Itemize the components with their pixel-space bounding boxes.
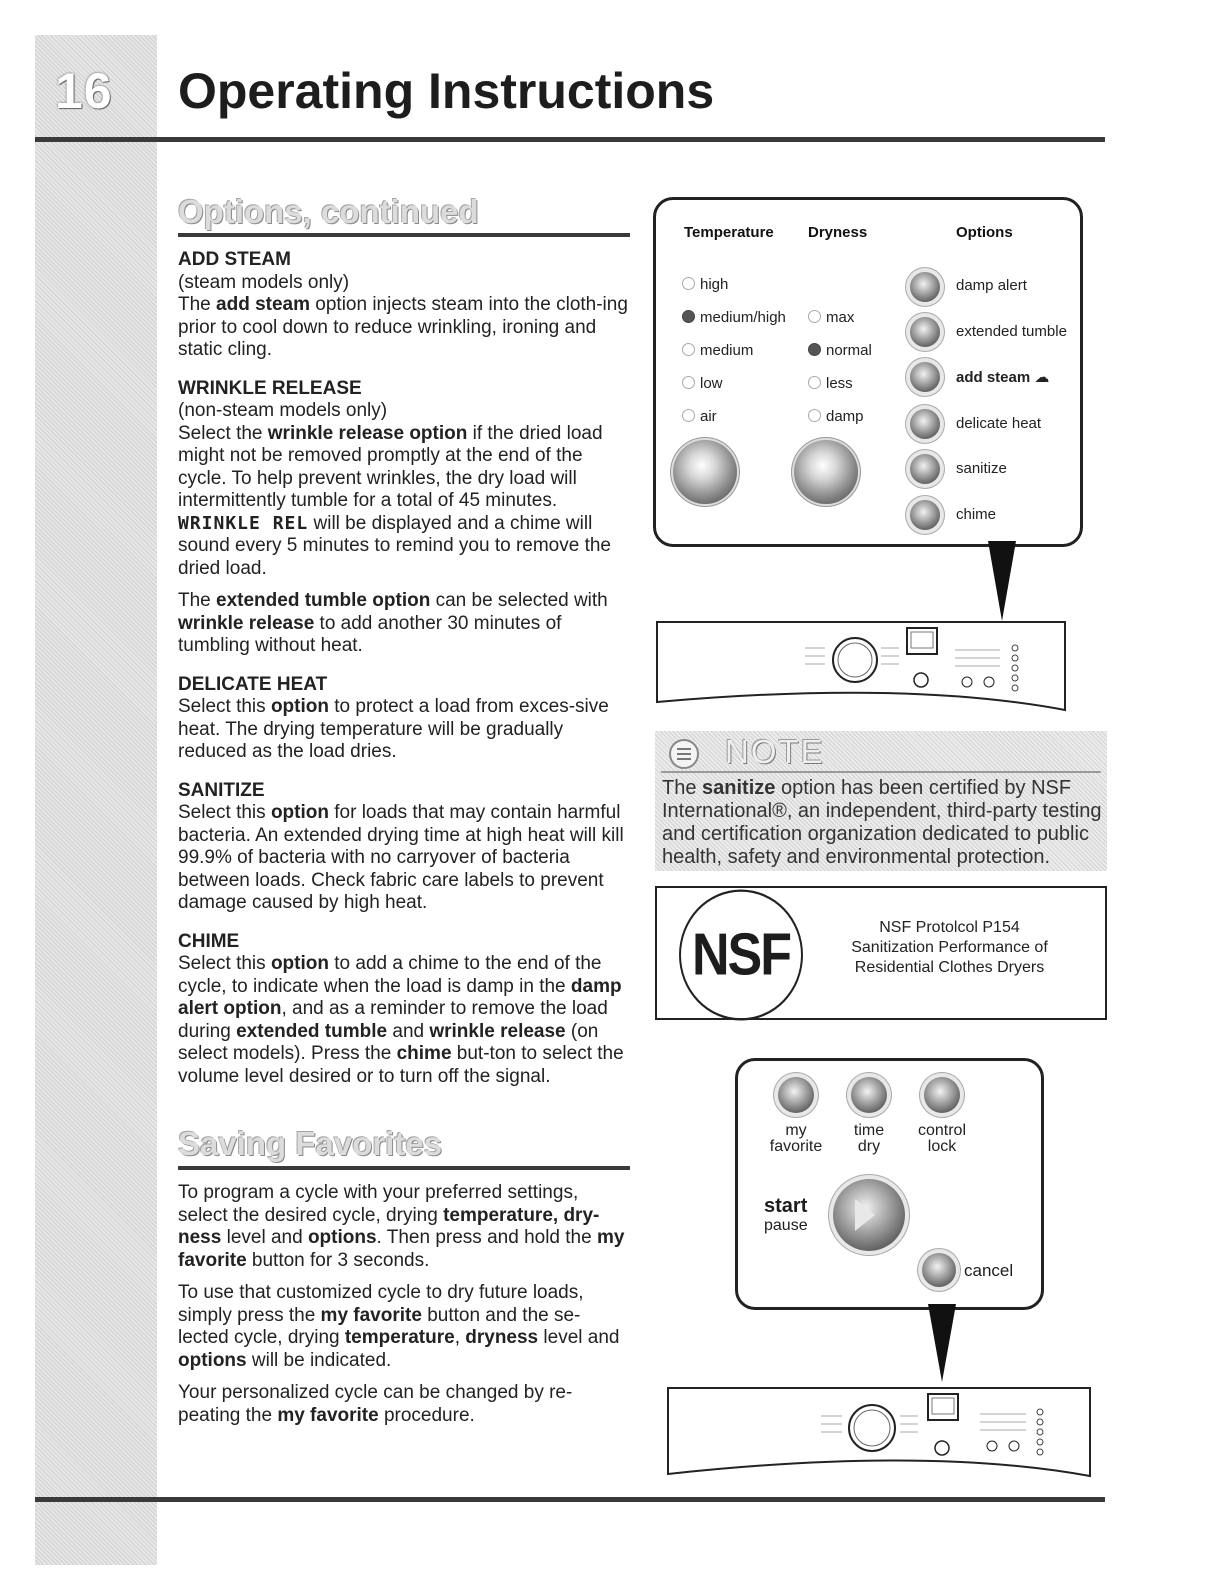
note-title: NOTE	[725, 733, 825, 770]
radio-selected-icon	[808, 343, 821, 356]
chime-title: CHIME	[178, 930, 240, 952]
dry-normal[interactable]: normal	[808, 342, 872, 359]
options-text-column	[178, 249, 630, 1098]
radio-icon	[808, 409, 821, 422]
dry-less[interactable]: less	[808, 375, 853, 392]
steam-cloud-icon: ☁	[1034, 369, 1050, 386]
extended-tumble-label: extended tumble	[956, 323, 1067, 340]
side-strip	[35, 35, 157, 1565]
dry-damp[interactable]: damp	[808, 408, 864, 425]
favorites-paragraph-1: To program a cycle with your preferred settings, select the desired cycle, drying temperature, dry-ness level and options. Then press and hold the my favorite button for 3 seconds.	[178, 1182, 625, 1271]
control-lock-button[interactable]	[924, 1077, 960, 1113]
time-dry-button[interactable]	[851, 1077, 887, 1113]
display-readout: WRINKLE REL	[178, 512, 309, 534]
dry-max[interactable]: max	[808, 309, 854, 326]
favorites-paragraph-2: To use that customized cycle to dry future loads, simply press the my favorite button and the se-lected cycle, drying temperature, dryness level and options will be indicated.	[178, 1282, 620, 1371]
play-pause-icon	[855, 1199, 875, 1231]
note-text: The sanitize option has been certified by NSF International®, an independent, third-party testing and certification organization dedicated to public health, safety and environmental protection.	[662, 777, 1102, 868]
extended-tumble-button[interactable]	[910, 317, 940, 347]
chime-label: chime	[956, 506, 997, 523]
my-favorite-label: my favorite	[769, 1122, 823, 1155]
dryness-header: Dryness	[808, 224, 868, 241]
chime-paragraph: Select this option to add a chime to the end of the cycle, to indicate when the load is damp in the damp alert option, and as a reminder to remove the load during extended tumble and wrinkle release (on select models). Press the chime but-ton to select the volume level desired or to turn off the signal.	[178, 953, 624, 1087]
delicate-heat-title: DELICATE HEAT	[178, 673, 328, 695]
radio-icon	[682, 409, 695, 422]
start-pause-button[interactable]	[833, 1179, 905, 1251]
radio-icon	[682, 343, 695, 356]
wrinkle-release-subtitle: (non-steam models only)	[178, 400, 388, 421]
favorites-heading: Saving Favorites	[178, 1125, 443, 1162]
extended-tumble-paragraph: The extended tumble option can be selected with wrinkle release to add another 30 minutes of tumbling without heat.	[178, 590, 608, 656]
nsf-text: NSF Protolcol P154 Sanitization Performance of Residential Clothes Dryers	[851, 919, 1048, 976]
add-steam-subtitle: (steam models only)	[178, 271, 350, 293]
options-heading: Options, continued	[178, 193, 479, 230]
add-steam-button[interactable]	[910, 362, 940, 392]
bottom-rule	[35, 1497, 1105, 1502]
favorites-paragraph-3: Your personalized cycle can be changed by re-peating the my favorite procedure.	[178, 1382, 573, 1426]
dryer-console-illustration	[666, 1386, 1092, 1481]
delicate-heat-label: delicate heat	[956, 415, 1042, 432]
radio-icon	[682, 277, 695, 290]
radio-icon	[682, 376, 695, 389]
temp-low[interactable]: low	[682, 375, 723, 392]
temp-air[interactable]: air	[682, 408, 717, 425]
favorites-text-column	[178, 1182, 630, 1437]
control-lock-label: control lock	[917, 1122, 967, 1155]
cancel-label: cancel	[964, 1261, 1014, 1280]
dryer-console-illustration	[655, 620, 1067, 715]
radio-selected-icon	[682, 310, 695, 323]
wrinkle-release-paragraph: Select the wrinkle release option if the dried load might not be removed promptly at the end of the cycle. To help prevent wrinkles, the dry load will intermittently tumble for a total of 45 minutes. WRINKLE REL will be displayed and a chime will sound every 5 minutes to remind you to remove the dried load.	[178, 422, 612, 579]
favorites-heading-rule	[178, 1166, 630, 1170]
add-steam-title: ADD STEAM	[178, 249, 291, 270]
options-heading-rule	[178, 233, 630, 237]
my-favorite-button[interactable]	[778, 1077, 814, 1113]
note-rule	[661, 771, 1101, 773]
cancel-button[interactable]	[922, 1253, 956, 1287]
options-control-panel	[653, 197, 1083, 547]
temperature-header: Temperature	[684, 224, 774, 241]
damp-alert-label: damp alert	[956, 277, 1027, 294]
pause-label: pause	[764, 1217, 808, 1234]
sanitize-title: SANITIZE	[178, 779, 265, 801]
delicate-heat-paragraph: Select this option to protect a load from exces-sive heat. The drying temperature will be gradually reduced as the load dries.	[178, 696, 609, 762]
sanitize-button[interactable]	[910, 454, 940, 484]
title-rule	[35, 137, 1105, 142]
chime-button[interactable]	[910, 500, 940, 530]
dryness-knob[interactable]	[794, 440, 858, 504]
start-label: start	[764, 1195, 808, 1217]
delicate-heat-button[interactable]	[910, 409, 940, 439]
add-steam-label: add steam ☁	[956, 369, 1050, 386]
add-steam-paragraph: The add steam option injects steam into the cloth-ing prior to cool down to reduce wrinkling, ironing and static cling.	[178, 294, 628, 360]
temp-medium-high[interactable]: medium/high	[682, 309, 786, 326]
pointer-arrow-icon	[928, 1304, 956, 1382]
page-number: 16	[55, 63, 113, 119]
sanitize-label: sanitize	[956, 460, 1007, 477]
options-header: Options	[956, 224, 1013, 241]
radio-icon	[808, 310, 821, 323]
damp-alert-button[interactable]	[910, 272, 940, 302]
nsf-logo: NSF	[679, 889, 803, 1020]
temp-medium[interactable]: medium	[682, 342, 753, 359]
note-icon	[669, 739, 699, 769]
wrinkle-release-title: WRINKLE RELEASE	[178, 377, 362, 399]
nsf-certification-box	[655, 886, 1107, 1020]
page-title: Operating Instructions	[178, 63, 715, 119]
pointer-arrow-icon	[988, 541, 1016, 621]
radio-icon	[808, 376, 821, 389]
start-control-panel	[735, 1058, 1044, 1310]
sanitize-paragraph: Select this option for loads that may contain harmful bacteria. An extended drying time at high heat will kill 99.9% of bacteria with no carryover of bacteria between loads. Check fabric care labels to prevent damage caused by high heat.	[178, 802, 624, 913]
time-dry-label: time dry	[853, 1122, 885, 1155]
note-box	[655, 731, 1107, 871]
temp-high[interactable]: high	[682, 276, 728, 293]
temperature-knob[interactable]	[673, 440, 737, 504]
